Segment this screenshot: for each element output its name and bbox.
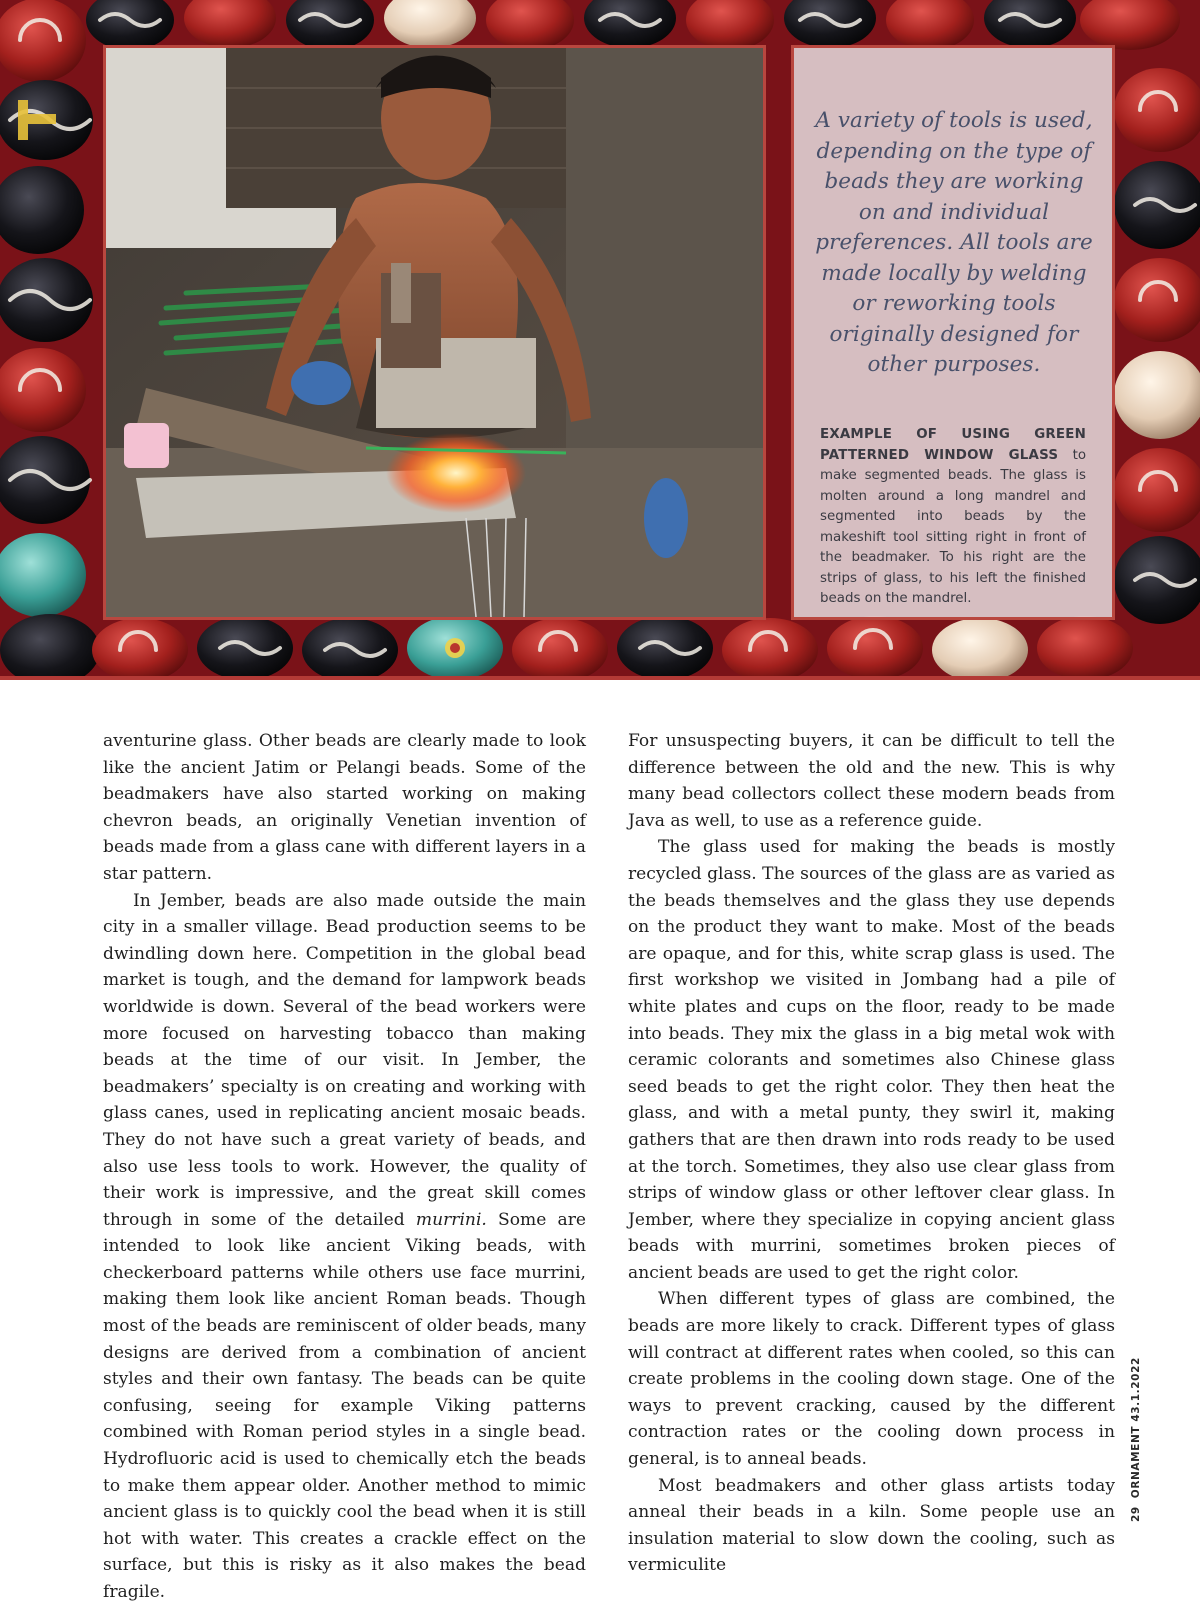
beadmaker-photo-graphic [106, 48, 763, 617]
caption-lead: EXAMPLE OF USING GREEN PATTERNED WINDOW GLASS [820, 427, 1086, 463]
paragraph-text: In Jember, beads are also made outside the main city in a smaller village. Bead production seems to be dwindling down here. Competition in the global bead market is tough, and the demand for lampwork beads worldwide is down. Several of the bead workers were more focused on harvesting tobacco than making beads at the time of our visit. In Jember, the beadmakers’ specialty is on creating and working with glass canes, used in replicating ancient mosaic beads. They do not have such a great variety of beads, and also use less tools to work. However, the quality of their work is impressive, and the great skill comes through in some of the detailed [103, 890, 586, 1230]
article-column-left [103, 728, 586, 1606]
header-bottom-rule [0, 676, 1200, 680]
publication-issue: ORNAMENT 43.1.2022 [1130, 1357, 1142, 1499]
emphasis-murrini: murrini. [415, 1209, 487, 1230]
paragraph: For unsuspecting buyers, it can be difficult to tell the difference between the old and the new. This is why many bead collectors collect these modern beads from Java as well, to use as a reference guide. [628, 731, 1115, 831]
article-column-right [628, 728, 1115, 1579]
paragraph: The glass used for making the beads is mostly recycled glass. The sources of the glass are as varied as the beads themselves and the glass they use depends on the product they want to make. Most of the beads are opaque, and for this, white scrap glass is used. The first workshop we visited in Jombang had a pile of white plates and cups on the floor, ready to be made into beads. They mix the glass in a big metal wok with ceramic colorants and sometimes also Chinese glass seed beads to get the right color. They then heat the glass, and with a metal punty, they swirl it, making gathers that are then drawn into rods ready to be used at the torch. Sometimes, they also use clear glass from strips of window glass or other leftover clear glass. In Jember, where they specialize in copying ancient glass beads with murrini, sometimes broken pieces of ancient beads are used to get the right color. [628, 837, 1115, 1283]
paragraph-text: Some are intended to look like ancient Viking beads, with checkerboard patterns while others use face murrini, making them look like ancient Roman beads. Though most of the beads are reminiscent of older beads, many designs are derived from a combination of ancient styles and their own fantasy. The beads can be quite confusing, seeing for example Viking patterns combined with Roman period styles in a single bead. Hydrofluoric acid is used to chemically etch the beads to make them appear older. Another method to mimic ancient glass is to quickly cool the bead when it is still hot with water. This creates a crackle effect on the surface, but this is risky as it also makes the bead fragile. [103, 1209, 586, 1602]
pull-quote: A variety of tools is used, depending on the type of beads they are working on and individual preferences. All tools are made locally by welding or reworking tools originally designed for other purposes. [815, 108, 1093, 377]
photo-caption [820, 425, 1086, 610]
caption-panel [791, 45, 1115, 620]
beadmaker-photo [103, 45, 766, 620]
paragraph [103, 888, 586, 1606]
paragraph: aventurine glass. Other beads are clearly made to look like the ancient Jatim or Pelangi beads. Some of the beadmakers have also started working on making chevron beads, an originally Venetian invention of beads made from a glass cane with different layers in a star pattern. [103, 731, 586, 884]
page-folio [1130, 1357, 1142, 1522]
paragraph: Most beadmakers and other glass artists today anneal their beads in a kiln. Some people use an insulation material to slow down the cooling, such as vermiculite [628, 1475, 1115, 1576]
paragraph: When different types of glass are combined, the beads are more likely to crack. Different types of glass will contract at different rates when cooled, so this can create problems in the cooling down stage. One of the ways to prevent cracking, caused by the different contraction rates or the cooling down process in general, is to anneal beads. [628, 1289, 1115, 1470]
page-number: 29 [1130, 1506, 1142, 1522]
caption-body: to make segmented beads. The glass is molten around a long mandrel and segmented into beads by the makeshift tool sitting right in front of the beadmaker. To his right are the strips of glass, to his left the finished beads on the mandrel. [820, 447, 1087, 606]
